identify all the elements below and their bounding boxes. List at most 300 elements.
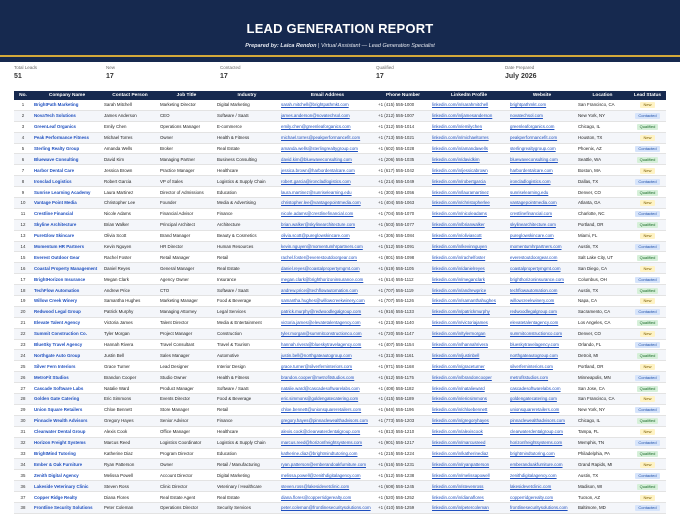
industry-cell: Logistics & Supply Chain [215,437,279,448]
industry-cell: Digital Marketing [215,100,279,110]
email-address-cell[interactable]: emily.chen@greenleaforganics.com [279,121,376,132]
email-address-cell[interactable]: laura.martinez@sunriselearning.edu [279,187,376,198]
email-address-cell[interactable]: james.anderson@novatechsol.com [279,110,376,121]
website-cell[interactable]: frontlinesecuritysolutions.com [508,502,576,513]
website-cell[interactable]: emberandoakfurniture.com [508,459,576,470]
job-title-cell: Product Manager [158,383,215,394]
website-cell[interactable]: pureglowskincare.com [508,230,576,241]
table-row[interactable] [14,165,666,176]
table-row[interactable] [14,110,666,121]
website-cell[interactable]: brighthorizoninsurance.com [508,274,576,285]
linkedin-profile-cell[interactable]: linkedin.com/in/melissapowell [430,470,508,481]
table-row[interactable] [14,274,666,285]
website-cell[interactable]: zenithdigitalagency.com [508,470,576,481]
company-name-cell[interactable]: Bluewave Consulting [32,154,102,165]
linkedin-profile-cell[interactable]: linkedin.com/in/marcusreed [430,437,508,448]
job-title-cell: Director of Admissions [158,187,215,198]
email-address-cell[interactable]: melissa.powell@zenithdigitalagency.com [279,470,376,481]
job-title-cell: VP of Sales [158,176,215,187]
lead-status-cell [629,219,666,230]
linkedin-profile-cell[interactable]: linkedin.com/in/graceturner [430,361,508,372]
email-address-cell[interactable]: eric.simmons@goldengatecatering.com [279,394,376,405]
linkedin-profile-cell[interactable]: linkedin.com/in/nicoleadams [430,208,508,219]
separator: — [361,43,368,49]
phone-number-cell: +1 (407) 555-1154 [376,339,430,350]
website-cell[interactable]: cascadesoftwarelabs.com [508,383,576,394]
company-name-cell[interactable]: Sterling Realty Group [32,143,102,154]
email-address-cell[interactable]: victoria.james@elevatetalentagency.com [279,317,376,328]
row-number-cell: 19 [14,296,32,307]
job-title-cell: Managing Partner [158,154,215,165]
website-cell[interactable]: summitconstructionco.com [508,328,576,339]
contact-person-cell: Patrick Murphy [102,306,158,317]
website-cell[interactable]: unionsquareretailers.com [508,404,576,415]
contact-person-cell: Rachel Foster [102,252,158,263]
linkedin-profile-cell[interactable]: linkedin.com/in/ryanpatterson [430,459,508,470]
website-cell[interactable]: brightpathmkt.com [508,100,576,110]
email-address-cell[interactable]: christopher.lee@vantagepointmedia.com [279,198,376,209]
industry-cell: Retail [215,252,279,263]
company-name-cell[interactable]: Silver Fern Interiors [32,361,102,372]
website-cell[interactable]: everestoutdoorgear.com [508,252,576,263]
linkedin-profile-cell[interactable]: linkedin.com/in/emilychen [430,121,508,132]
contact-person-cell: Robert Garcia [102,176,158,187]
email-address-cell[interactable]: alexis.cook@clearwaterdentalgroup.com [279,426,376,437]
location-cell: Napa, CA [576,296,629,307]
table-row[interactable] [14,176,666,187]
website-cell[interactable]: harbordentalcare.com [508,165,576,176]
email-address-cell[interactable]: jessica.brown@harbordentalcare.com [279,165,376,176]
industry-cell: Health & Fitness [215,372,279,383]
table-row[interactable] [14,404,666,415]
table-row[interactable] [14,481,666,492]
industry-cell: Media & Entertainment [215,317,279,328]
lead-status-cell [629,437,666,448]
linkedin-profile-cell[interactable]: linkedin.com/in/christopherlee [430,198,508,209]
table-row[interactable] [14,241,666,252]
linkedin-profile-cell[interactable]: linkedin.com/in/kevinnguyen [430,241,508,252]
website-cell[interactable]: brightmindtutoring.com [508,448,576,459]
location-cell: Minneapolis, MN [576,372,629,383]
row-number-cell: 10 [14,198,32,209]
company-name-cell[interactable]: Union Square Retailers [32,404,102,415]
website-cell[interactable]: horizonfreightsystems.com [508,437,576,448]
lead-status-cell [629,296,666,307]
company-name-cell[interactable]: Horizon Freight Systems [32,437,102,448]
industry-cell: Food & Beverage [215,394,279,405]
linkedin-profile-cell[interactable]: linkedin.com/in/robertgarcia [430,176,508,187]
company-name-cell[interactable]: Frontline Security Solutions [32,502,102,513]
company-name-cell[interactable]: Willow Creek Winery [32,296,102,307]
website-cell[interactable]: sunriselearning.edu [508,187,576,198]
status-badge: New [640,429,654,435]
website-cell[interactable]: blueskytravelagency.com [508,339,576,350]
table-row[interactable] [14,187,666,198]
column-header[interactable]: Contact Person [102,91,158,100]
company-name-cell[interactable]: Vantage Point Media [32,198,102,209]
company-name-cell[interactable]: Zenith Digital Agency [32,470,102,481]
website-cell[interactable]: redwoodlegalgroup.com [508,306,576,317]
linkedin-profile-cell[interactable]: linkedin.com/in/brianwalker [430,219,508,230]
phone-number-cell: +1 (214) 555-1049 [376,176,430,187]
linkedin-profile-cell[interactable]: linkedin.com/in/dianaflores [430,492,508,503]
website-cell[interactable]: pinnaclewealthadvisors.com [508,415,576,426]
location-cell: Boston, MA [576,165,629,176]
phone-number-cell: +1 (415) 555-1000 [376,100,430,110]
email-address-cell[interactable]: chloe.bennett@unionsquareretailers.com [279,404,376,415]
company-name-cell[interactable]: Redwood Legal Group [32,306,102,317]
contact-person-cell: Katherine Diaz [102,448,158,459]
lead-status-cell [629,415,666,426]
email-address-cell[interactable]: amanda.wells@sterlingrealtygroup.com [279,143,376,154]
linkedin-profile-cell[interactable]: linkedin.com/in/justinbell [430,350,508,361]
table-row[interactable] [14,459,666,470]
website-cell[interactable]: northgateautogroup.com [508,350,576,361]
industry-cell: Logistics & Supply Chain [215,176,279,187]
row-number-cell: 6 [14,154,32,165]
website-cell[interactable]: crestlinefinancial.com [508,208,576,219]
contact-person-cell: Andrew Price [102,285,158,296]
status-badge: New [640,135,654,141]
job-title-cell: Logistics Coordinator [158,437,215,448]
table-row[interactable] [14,328,666,339]
status-badge: Qualified [637,124,659,130]
website-cell[interactable]: clearwaterdentalgroup.com [508,426,576,437]
linkedin-profile-cell[interactable]: linkedin.com/in/victoriajames [430,317,508,328]
location-cell: Detroit, MI [576,350,629,361]
status-badge: New [640,364,654,370]
industry-cell: Education [215,187,279,198]
linkedin-profile-cell[interactable]: linkedin.com/in/davidkim [430,154,508,165]
email-address-cell[interactable]: grace.turner@silverferninteriors.com [279,361,376,372]
lead-status-cell [629,383,666,394]
industry-cell: Healthcare [215,165,279,176]
status-badge: Qualified [637,320,659,326]
company-name-cell[interactable]: BrightHorizon Insurance [32,274,102,285]
linkedin-profile-cell[interactable]: linkedin.com/in/stevenross [430,481,508,492]
table-row[interactable] [14,361,666,372]
stat-value: 51 [14,73,22,80]
table-row[interactable] [14,285,666,296]
location-cell: Dallas, TX [576,176,629,187]
column-header[interactable]: Company Name [32,91,102,100]
table-row[interactable] [14,448,666,459]
email-address-cell[interactable]: gregory.hayes@pinnaclewealthadvisors.com [279,415,376,426]
lead-status-cell [629,317,666,328]
email-address-cell[interactable]: brian.walker@skylinearchitecture.com [279,219,376,230]
company-name-cell[interactable]: Northgate Auto Group [32,350,102,361]
stat-label: New [106,65,116,70]
table-row[interactable] [14,383,666,394]
website-cell[interactable]: momentumhrpartners.com [508,241,576,252]
linkedin-profile-cell[interactable]: linkedin.com/in/michaeltorres [430,132,508,143]
email-address-cell[interactable]: tyler.morgan@summitconstructionco.com [279,328,376,339]
email-address-cell[interactable]: justin.bell@northgateautogroup.com [279,350,376,361]
linkedin-profile-cell[interactable]: linkedin.com/in/chloebennett [430,404,508,415]
column-header[interactable]: Job Title [158,91,215,100]
company-name-cell[interactable]: Ember & Oak Furniture [32,459,102,470]
phone-number-cell: +1 (901) 555-1217 [376,437,430,448]
linkedin-profile-cell[interactable]: linkedin.com/in/petercoleman [430,502,508,513]
email-address-cell[interactable]: peter.coleman@frontlinesecuritysolutions.com [279,502,376,513]
table-row[interactable] [14,252,666,263]
stat-qualified [376,62,394,80]
table-row[interactable] [14,208,666,219]
website-cell[interactable]: bluewaveconsulting.com [508,154,576,165]
company-name-cell[interactable]: Elevate Talent Agency [32,317,102,328]
company-name-cell[interactable]: Everest Outdoor Gear [32,252,102,263]
linkedin-profile-cell[interactable]: linkedin.com/in/patrickmurphy [430,306,508,317]
linkedin-profile-cell[interactable]: linkedin.com/in/danielreyes [430,263,508,274]
phone-number-cell: +1 (619) 555-1105 [376,263,430,274]
table-row[interactable] [14,263,666,274]
email-address-cell[interactable]: rachel.foster@everestoutdoorgear.com [279,252,376,263]
table-row[interactable] [14,143,666,154]
company-name-cell[interactable]: Skyline Architecture [32,219,102,230]
website-cell[interactable]: novatechsol.com [508,110,576,121]
prepared-role: Virtual Assistant [320,43,361,49]
table-row[interactable] [14,426,666,437]
industry-cell: Real Estate [215,492,279,503]
company-name-cell[interactable]: Clearwater Dental Group [32,426,102,437]
table-header-row [14,91,666,100]
email-address-cell[interactable]: patrick.murphy@redwoodlegalgroup.com [279,306,376,317]
table-row[interactable] [14,339,666,350]
email-address-cell[interactable]: natalie.ward@cascadesoftwarelabs.com [279,383,376,394]
column-header[interactable]: LinkedIn Profile [430,91,508,100]
industry-cell: Travel & Tourism [215,339,279,350]
company-name-cell[interactable]: Summit Construction Co. [32,328,102,339]
website-cell[interactable]: copperridgerealty.com [508,492,576,503]
website-cell[interactable]: vantagepointmedia.com [508,198,576,209]
email-address-cell[interactable]: ryan.patterson@emberandoakfurniture.com [279,459,376,470]
linkedin-profile-cell[interactable]: linkedin.com/in/jamesanderson [430,110,508,121]
prepared-by: Laica Rendon [280,43,317,49]
website-cell[interactable]: lakesidevetclinic.com [508,481,576,492]
lead-status-cell [629,339,666,350]
website-cell[interactable]: skylinearchitecture.com [508,219,576,230]
table-row[interactable] [14,317,666,328]
company-name-cell[interactable]: BrightMind Tutoring [32,448,102,459]
row-number-cell: 26 [14,372,32,383]
email-address-cell[interactable]: katherine.diaz@brightmindtutoring.com [279,448,376,459]
linkedin-profile-cell[interactable]: linkedin.com/in/gregoryhayes [430,415,508,426]
stat-value: 17 [106,73,114,80]
website-cell[interactable]: techflowautomation.com [508,285,576,296]
table-row[interactable] [14,394,666,405]
company-name-cell[interactable]: Harbor Dental Care [32,165,102,176]
status-badge: Contacted [635,244,659,250]
linkedin-profile-cell[interactable]: linkedin.com/in/natalieward [430,383,508,394]
job-title-cell: Senior Advisor [158,415,215,426]
table-row[interactable] [14,154,666,165]
company-name-cell[interactable]: NovaTech Solutions [32,110,102,121]
linkedin-profile-cell[interactable]: linkedin.com/in/sarahmitchell [430,100,508,110]
linkedin-profile-cell[interactable]: linkedin.com/in/meganclark [430,274,508,285]
email-address-cell[interactable]: david.kim@bluewaveconsulting.com [279,154,376,165]
location-cell: Portland, OR [576,219,629,230]
linkedin-profile-cell[interactable]: linkedin.com/in/andrewprice [430,285,508,296]
linkedin-profile-cell[interactable]: linkedin.com/in/hannahrivera [430,339,508,350]
phone-number-cell: +1 (512) 555-1238 [376,470,430,481]
lead-status-cell [629,481,666,492]
website-cell[interactable]: willowcreekwinery.com [508,296,576,307]
job-title-cell: Travel Consultant [158,339,215,350]
table-row[interactable] [14,372,666,383]
company-name-cell[interactable]: TechFlow Automation [32,285,102,296]
job-title-cell: HR Director [158,241,215,252]
location-cell: Denver, CO [576,328,629,339]
job-title-cell: Operations Manager [158,121,215,132]
job-title-cell: Marketing Director [158,100,215,110]
email-address-cell[interactable]: olivia.scott@pureglowskincare.com [279,230,376,241]
phone-number-cell: +1 (215) 555-1224 [376,448,430,459]
email-address-cell[interactable]: hannah.rivera@blueskytravelagency.com [279,339,376,350]
website-cell[interactable]: silverferninteriors.com [508,361,576,372]
company-name-cell[interactable]: Cascade Software Labs [32,383,102,394]
company-name-cell[interactable]: Ironclad Logistics [32,176,102,187]
company-name-cell[interactable]: Golden Gate Catering [32,394,102,405]
location-cell: New York, NY [576,404,629,415]
linkedin-profile-cell[interactable]: linkedin.com/in/jessicabrown [430,165,508,176]
location-cell: Orlando, FL [576,339,629,350]
email-address-cell[interactable]: michael.torres@peakperformancefit.com [279,132,376,143]
website-cell[interactable]: greenleaforganics.com [508,121,576,132]
lead-status-cell [629,100,666,110]
table-row[interactable] [14,219,666,230]
contact-person-cell: Kevin Nguyen [102,241,158,252]
table-row[interactable] [14,415,666,426]
status-badge: Contacted [635,277,659,283]
industry-cell: Real Estate [215,143,279,154]
lead-status-cell [629,470,666,481]
status-badge: New [640,495,654,501]
job-title-cell: Financial Advisor [158,208,215,219]
website-cell[interactable]: elevatetalentagency.com [508,317,576,328]
email-address-cell[interactable]: marcus.reed@horizonfreightsystems.com [279,437,376,448]
lead-status-cell [629,241,666,252]
linkedin-profile-cell[interactable]: linkedin.com/in/lauramartinez [430,187,508,198]
location-cell: Portland, OR [576,361,629,372]
location-cell: Chicago, IL [576,121,629,132]
table-row[interactable] [14,230,666,241]
table-row[interactable] [14,132,666,143]
column-header[interactable]: Location [576,91,629,100]
email-address-cell[interactable]: samantha.hughes@willowcreekwinery.com [279,296,376,307]
email-address-cell[interactable]: andrew.price@techflowautomation.com [279,285,376,296]
linkedin-profile-cell[interactable]: linkedin.com/in/oliviascott [430,230,508,241]
linkedin-profile-cell[interactable]: linkedin.com/in/tylermorgan [430,328,508,339]
column-header[interactable]: Lead Status [629,91,666,100]
website-cell[interactable]: goldengatecatering.com [508,394,576,405]
location-cell: Atlanta, GA [576,198,629,209]
company-name-cell[interactable]: Coastal Property Management [32,263,102,274]
row-number-cell: 36 [14,481,32,492]
linkedin-profile-cell[interactable]: linkedin.com/in/amandawells [430,143,508,154]
row-number-cell: 21 [14,317,32,328]
table-row[interactable] [14,296,666,307]
website-cell[interactable]: metrofitstudios.com [508,372,576,383]
email-address-cell[interactable]: brandon.cooper@metrofitstudios.com [279,372,376,383]
phone-number-cell: +1 (612) 555-1175 [376,372,430,383]
email-address-cell[interactable]: kevin.nguyen@momentumhrpartners.com [279,241,376,252]
company-name-cell[interactable]: Lakeside Veterinary Clinic [32,481,102,492]
stat-label: Contacted [220,65,241,70]
company-name-cell[interactable]: BlueSky Travel Agency [32,339,102,350]
company-name-cell[interactable]: Crestline Financial [32,208,102,219]
website-cell[interactable]: coastalpropertymgmt.com [508,263,576,274]
company-name-cell[interactable]: MetroFit Studios [32,372,102,383]
linkedin-profile-cell[interactable]: linkedin.com/in/ericsimmons [430,394,508,405]
table-row[interactable] [14,121,666,132]
company-name-cell[interactable]: Sunrise Learning Academy [32,187,102,198]
table-row[interactable] [14,470,666,481]
table-row[interactable] [14,492,666,503]
linkedin-profile-cell[interactable]: linkedin.com/in/samanthahughes [430,296,508,307]
column-header[interactable]: Industry [215,91,279,100]
lead-status-cell [629,165,666,176]
row-number-cell: 15 [14,252,32,263]
table-row[interactable] [14,306,666,317]
company-name-cell[interactable]: Copper Ridge Realty [32,492,102,503]
website-cell[interactable]: ironcladlogistics.com [508,176,576,187]
email-address-cell[interactable]: megan.clark@brighthorizoninsurance.com [279,274,376,285]
company-name-cell[interactable]: GreenLeaf Organics [32,121,102,132]
email-address-cell[interactable]: steven.ross@lakesidevetclinic.com [279,481,376,492]
column-header[interactable]: No. [14,91,32,100]
phone-number-cell: +1 (813) 555-1210 [376,426,430,437]
linkedin-profile-cell[interactable]: linkedin.com/in/alexiscook [430,426,508,437]
table-row[interactable] [14,198,666,209]
row-number-cell: 24 [14,350,32,361]
email-address-cell[interactable]: sarah.mitchell@brightpathmkt.com [279,100,376,110]
contact-person-cell: Ryan Patterson [102,459,158,470]
company-name-cell[interactable]: Pinnacle Wealth Advisors [32,415,102,426]
phone-number-cell: +1 (713) 555-1021 [376,132,430,143]
linkedin-profile-cell[interactable]: linkedin.com/in/katherinediaz [430,448,508,459]
table-row[interactable] [14,437,666,448]
table-row[interactable] [14,350,666,361]
company-name-cell[interactable]: BrightPath Marketing [32,100,102,110]
company-name-cell[interactable]: Momentum HR Partners [32,241,102,252]
table-row[interactable] [14,502,666,513]
industry-cell: Interior Design [215,361,279,372]
contact-person-cell: Daniel Reyes [102,263,158,274]
website-cell[interactable]: peakperformancefit.com [508,132,576,143]
location-cell: Baltimore, MD [576,502,629,513]
industry-cell: Software / SaaS [215,110,279,121]
location-cell: Austin, TX [576,285,629,296]
contact-person-cell: Samantha Hughes [102,296,158,307]
column-header[interactable]: Website [508,91,576,100]
email-address-cell[interactable]: daniel.reyes@coastalpropertymgmt.com [279,263,376,274]
industry-cell: Media & Advertising [215,198,279,209]
table-row[interactable] [14,100,666,110]
column-header[interactable]: Phone Number [376,91,430,100]
job-title-cell: Project Manager [158,328,215,339]
linkedin-profile-cell[interactable]: linkedin.com/in/rachelfoster [430,252,508,263]
company-name-cell[interactable]: PureGlow Skincare [32,230,102,241]
status-badge: Qualified [637,157,659,163]
email-address-cell[interactable]: nicole.adams@crestlinefinancial.com [279,208,376,219]
company-name-cell[interactable]: Peak Performance Fitness [32,132,102,143]
email-address-cell[interactable]: diana.flores@copperridgerealty.com [279,492,376,503]
linkedin-profile-cell[interactable]: linkedin.com/in/brandoncooper [430,372,508,383]
column-header[interactable]: Email Address [279,91,376,100]
website-cell[interactable]: sterlingrealtygroup.com [508,143,576,154]
phone-number-cell: +1 (503) 555-1077 [376,219,430,230]
email-address-cell[interactable]: robert.garcia@ironcladlogistics.com [279,176,376,187]
